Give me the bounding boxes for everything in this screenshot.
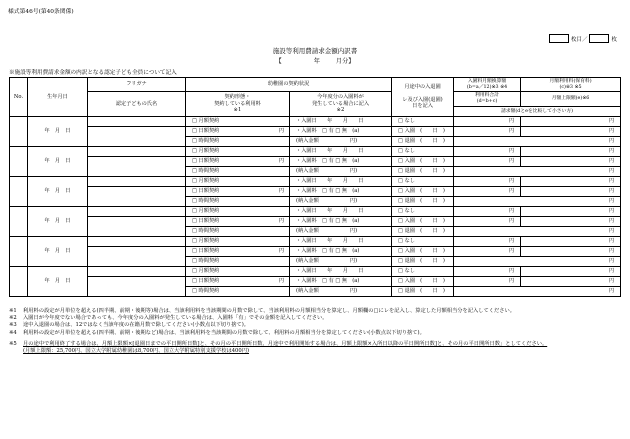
cell-fee-total[interactable]: 円 [454, 187, 521, 197]
footnote-text: 利用料の設定が月単位を超える(四半期、前期・後期等)場合は、当該利用料を当該期間の月数で除して、当該利用料の月額相当分を算定し、月額欄の□にレを記入し、算定した月額相当分を記入してください。 [23, 308, 515, 314]
cell-claim-amount[interactable]: 円 [454, 167, 621, 177]
mid-option-exit[interactable]: □ 退園 ( 日 ) [392, 227, 454, 237]
header-furigana: フリガナ [88, 78, 186, 92]
header-contract-status: 幼稚園の契約状況 [186, 78, 392, 92]
contract-option-daily[interactable]: □ 日額契約 円 [186, 247, 290, 257]
footnote-text: 月の途中で利用終了する場合は、月額上限額×[退園日までの平日開所日数]と、その月の平日開所日数、月途中で利用開始する場合は、月額上限額×入所日以降の平日開所日数]と、その月の平日開所日数」としてください。 [23, 340, 548, 347]
sheet-suffix: 枚目／ [570, 36, 588, 43]
mid-option-entry[interactable]: □ 入園 ( 日 ) [392, 277, 454, 287]
cell-birthdate[interactable]: 年 月 日 [28, 207, 88, 237]
mid-option-entry[interactable]: □ 入園 ( 日 ) [392, 127, 454, 137]
table-row [10, 217, 621, 227]
cell-monthly-cap[interactable]: 円 [521, 157, 621, 167]
cell-monthly-fee[interactable]: 円 [521, 147, 621, 157]
cell-monthly-cap[interactable]: 円 [521, 277, 621, 287]
footnote [9, 330, 621, 337]
cell-monthly-fee[interactable]: 円 [521, 117, 621, 127]
cell-no [10, 117, 28, 147]
claim-detail-table [9, 77, 621, 297]
cell-monthly-fee[interactable]: 円 [521, 237, 621, 247]
cell-child-name[interactable] [88, 217, 186, 237]
cell-fee-total[interactable]: 円 [454, 157, 521, 167]
cell-furigana[interactable] [88, 207, 186, 217]
table-row [10, 207, 621, 217]
footnote-mark: ※2 [9, 315, 17, 322]
total-suffix: 枚 [611, 36, 617, 43]
cell-claim-amount[interactable]: 円 [454, 227, 621, 237]
mid-option-exit[interactable]: □ 退園 ( 日 ) [392, 167, 454, 177]
cell-claim-amount[interactable]: 円 [454, 257, 621, 267]
header-claim-amount: 請求額(dとeを比較して小さい方) [454, 107, 621, 117]
contract-option-daily[interactable]: □ 日額契約 円 [186, 187, 290, 197]
cell-child-name[interactable] [88, 247, 186, 267]
contract-option-daily[interactable]: □ 日額契約 円 [186, 277, 290, 287]
header-fee-total: 利用料合計 (d=b+c) [454, 92, 521, 107]
enroll-date-line[interactable]: ・入園日 年 月 日 [290, 207, 392, 217]
cell-furigana[interactable] [88, 237, 186, 247]
footnote-mark: ※3 [9, 322, 17, 329]
page-counter [549, 34, 617, 43]
cell-child-name[interactable] [88, 187, 186, 207]
cell-birthdate[interactable]: 年 月 日 [28, 267, 88, 297]
enroll-fee-line[interactable]: ・入園料 □ 有 □ 無 (a) [290, 157, 392, 167]
enroll-date-line[interactable]: ・入園日 年 月 日 [290, 177, 392, 187]
mid-option-none[interactable]: □ なし [392, 147, 454, 157]
header-birthdate: 生年月日 [28, 78, 88, 117]
header-enroll-monthly: 入園料月額換算額 (b=a／12)※3 ※4 [454, 78, 521, 92]
mid-option-entry[interactable]: □ 入園 ( 日 ) [392, 187, 454, 197]
mid-option-exit[interactable]: □ 退園 ( 日 ) [392, 287, 454, 297]
table-row [10, 177, 621, 187]
footnote [9, 322, 621, 329]
cell-birthdate[interactable]: 年 月 日 [28, 237, 88, 267]
cell-monthly-fee[interactable]: 円 [521, 207, 621, 217]
cell-monthly-cap[interactable]: 円 [521, 187, 621, 197]
enroll-amount-line[interactable]: (納入金額 円) [290, 167, 392, 177]
contract-option-monthly[interactable]: □ 月額契約 [186, 117, 290, 127]
mid-option-none[interactable]: □ なし [392, 207, 454, 217]
footnote-text: 利用料の設定が月単位を超える(四半期、前期・後期など)場合は、当該利用料を当該期間の月数で除して、利用料の月額相当分を算定してください(小数点以下切り捨て)。 [23, 329, 425, 336]
enroll-fee-line[interactable]: ・入園料 □ 有 □ 無 (a) [290, 127, 392, 137]
table-row [10, 127, 621, 137]
cell-monthly-fee[interactable]: 円 [521, 267, 621, 277]
enroll-fee-line[interactable]: ・入園料 □ 有 □ 無 (a) [290, 187, 392, 197]
document-title: 施設等利用費請求金額内訳書 [272, 47, 358, 55]
contract-option-hourly[interactable]: □ 時間契約 [186, 227, 290, 237]
mid-option-exit[interactable]: □ 退園 ( 日 ) [392, 137, 454, 147]
cell-enroll-monthly[interactable]: 円 [454, 237, 521, 247]
cell-birthdate[interactable]: 年 月 日 [28, 147, 88, 177]
mid-option-none[interactable]: □ なし [392, 117, 454, 127]
cell-birthdate[interactable]: 年 月 日 [28, 117, 88, 147]
cell-no [10, 267, 28, 297]
footnote-text: 途中入退園の場合は、12ではなく当該年度の在籍月数で除してください(小数点以下切り捨て)。 [23, 322, 250, 329]
cell-fee-total[interactable]: 円 [454, 217, 521, 227]
contract-option-hourly[interactable]: □ 時間契約 [186, 137, 290, 147]
mid-option-entry[interactable]: □ 入園 ( 日 ) [392, 157, 454, 167]
cell-child-name[interactable] [88, 157, 186, 177]
mid-option-exit[interactable]: □ 退園 ( 日 ) [392, 197, 454, 207]
cell-no [10, 177, 28, 207]
contract-option-hourly[interactable]: □ 時間契約 [186, 197, 290, 207]
cell-monthly-cap[interactable]: 円 [521, 127, 621, 137]
cell-enroll-monthly[interactable]: 円 [454, 267, 521, 277]
footnote-mark [9, 348, 23, 355]
enroll-fee-line[interactable]: ・入園料 □ 有 □ 無 (a) [290, 247, 392, 257]
cell-furigana[interactable] [88, 267, 186, 277]
enroll-date-line[interactable]: ・入園日 年 月 日 [290, 117, 392, 127]
total-sheets-field[interactable] [589, 34, 609, 43]
contract-option-hourly[interactable]: □ 時間契約 [186, 257, 290, 267]
table-row [10, 277, 621, 287]
enroll-amount-line[interactable]: (納入金額 円) [290, 137, 392, 147]
cell-fee-total[interactable]: 円 [454, 127, 521, 137]
mid-option-none[interactable]: □ なし [392, 177, 454, 187]
table-row [10, 237, 621, 247]
footnote-mark: ※4 [9, 329, 17, 336]
header-monthly-cap: 月額上限額(e)※6 [521, 92, 621, 107]
contract-option-monthly[interactable]: □ 月額契約 [186, 177, 290, 187]
cell-furigana[interactable] [88, 117, 186, 127]
table-row [10, 147, 621, 157]
contract-option-hourly[interactable]: □ 時間契約 [186, 167, 290, 177]
cell-no [10, 147, 28, 177]
contract-option-daily[interactable]: □ 日額契約 円 [186, 127, 290, 137]
enroll-amount-line[interactable]: (納入金額 円) [290, 197, 392, 207]
cell-enroll-monthly[interactable]: 円 [454, 117, 521, 127]
table-row [10, 267, 621, 277]
cell-child-name[interactable] [88, 127, 186, 147]
header-no: No. [10, 78, 28, 117]
cell-enroll-monthly[interactable]: 円 [454, 177, 521, 187]
mid-option-none[interactable]: □ なし [392, 237, 454, 247]
cell-no [10, 207, 28, 237]
header-mid-entry-title: 月途中の入退園 [404, 84, 441, 91]
footnote-text: 入園日が今年度でない場合であっても、今年度分の入園料が発生している場合は、入園料「有」でその金額を記入してください。 [23, 315, 328, 322]
header-enrollment-fee: 今年度分の入園料が 発生している場合に記入 ※2 [290, 92, 392, 117]
cell-enroll-monthly[interactable]: 円 [454, 147, 521, 157]
period-year-label: 年 [313, 58, 320, 65]
cell-furigana[interactable] [88, 147, 186, 157]
contract-option-monthly[interactable]: □ 月額契約 [186, 207, 290, 217]
enroll-date-line[interactable]: ・入園日 年 月 日 [290, 267, 392, 277]
period-month-label: 月分】 [335, 58, 355, 65]
table-row [10, 117, 621, 127]
table-row [10, 247, 621, 257]
cell-fee-total[interactable]: 円 [454, 247, 521, 257]
enroll-fee-line[interactable]: ・入園料 □ 有 □ 無 (a) [290, 277, 392, 287]
contract-option-hourly[interactable]: □ 時間契約 [186, 287, 290, 297]
cell-fee-total[interactable]: 円 [454, 277, 521, 287]
contract-option-daily[interactable]: □ 日額契約 円 [186, 217, 290, 227]
mid-option-entry[interactable]: □ 入園 ( 日 ) [392, 247, 454, 257]
mid-option-entry[interactable]: □ 入園 ( 日 ) [392, 217, 454, 227]
cell-birthdate[interactable]: 年 月 日 [28, 177, 88, 207]
contract-option-monthly[interactable]: □ 月額契約 [186, 147, 290, 157]
header-mid-entry-sub: レ及び入園(退園) 日を記入 [402, 97, 443, 110]
footnote-mark: ※1 [9, 308, 17, 314]
footnotes [9, 308, 621, 355]
sheet-number-field[interactable] [549, 34, 569, 43]
enroll-amount-line[interactable]: (納入金額 円) [290, 227, 392, 237]
contract-option-monthly[interactable]: □ 月額契約 [186, 267, 290, 277]
header-mid-entry [392, 78, 454, 117]
cell-monthly-fee[interactable]: 円 [521, 177, 621, 187]
enroll-fee-line[interactable]: ・入園料 □ 有 □ 無 (a) [290, 217, 392, 227]
header-contract-form: 契約形態・ 契約している利用料 ※1 [186, 92, 290, 117]
cell-furigana[interactable] [88, 177, 186, 187]
enroll-date-line[interactable]: ・入園日 年 月 日 [290, 147, 392, 157]
cell-enroll-monthly[interactable]: 円 [454, 207, 521, 217]
cell-claim-amount[interactable]: 円 [454, 137, 621, 147]
table-row [10, 187, 621, 197]
enroll-amount-line[interactable]: (納入金額 円) [290, 287, 392, 297]
mid-option-exit[interactable]: □ 退園 ( 日 ) [392, 257, 454, 267]
footnote [9, 348, 621, 355]
cell-claim-amount[interactable]: 円 [454, 287, 621, 297]
billing-period [0, 56, 630, 65]
enroll-amount-line[interactable]: (納入金額 円) [290, 257, 392, 267]
header-monthly-fee: 月額利用料(保育料) (c)※3 ※5 [521, 78, 621, 92]
cell-monthly-cap[interactable]: 円 [521, 217, 621, 227]
contract-option-monthly[interactable]: □ 月額契約 [186, 237, 290, 247]
main-note: ※施設等利用費請求金額の内訳となる認定子ども全員について記入 [9, 70, 177, 76]
cell-monthly-cap[interactable]: 円 [521, 247, 621, 257]
cell-no [10, 237, 28, 267]
table-row [10, 157, 621, 167]
cell-claim-amount[interactable]: 円 [454, 197, 621, 207]
period-open: 【 [275, 58, 282, 65]
enroll-date-line[interactable]: ・入園日 年 月 日 [290, 237, 392, 247]
contract-option-daily[interactable]: □ 日額契約 円 [186, 157, 290, 167]
cell-child-name[interactable] [88, 277, 186, 297]
footnote-mark: ※5 [9, 340, 17, 347]
form-number: 様式第46号(第40条関係) [8, 9, 74, 15]
footnote-text: (月額上限額：25,700円、国立大学附属幼稚園は8,700円、国立大学附属特別支援学校は400円) [23, 348, 250, 355]
header-child-name: 認定子どもの氏名 [88, 92, 186, 117]
mid-option-none[interactable]: □ なし [392, 267, 454, 277]
